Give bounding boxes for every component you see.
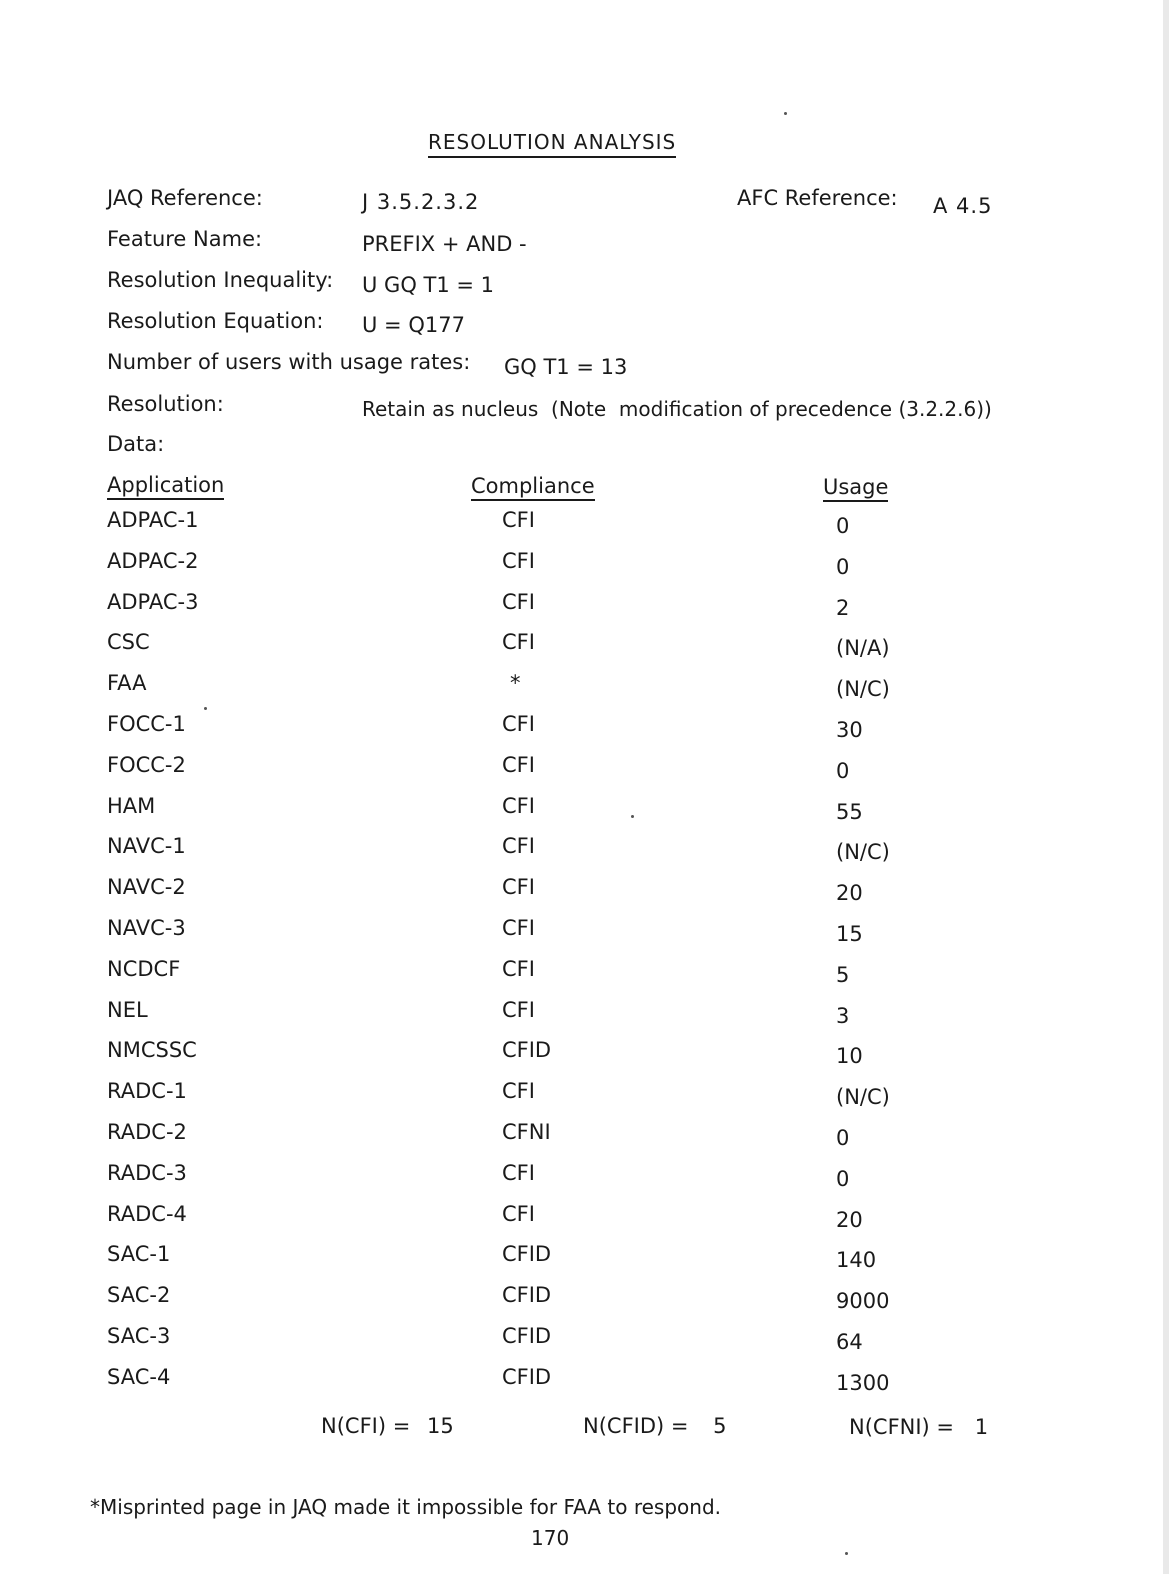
resolution-label: Resolution: [107, 392, 224, 416]
users-with-usage-value: GQ T1 = 13 [504, 355, 628, 379]
usage-cell: 5 [836, 962, 850, 987]
usage-cell: (N/A) [836, 636, 890, 661]
table-row [0, 1324, 1169, 1365]
application-cell: RADC-4 [107, 1201, 187, 1226]
application-cell: SAC-3 [107, 1323, 171, 1348]
total-cfi [321, 1414, 454, 1438]
usage-cell: 140 [836, 1248, 877, 1273]
resolution-value: Retain as nucleus (Note modification of precedence (3.2.2.6)) [362, 397, 992, 421]
usage-cell: 15 [836, 921, 863, 946]
table-row [0, 549, 1169, 590]
usage-cell: 0 [836, 1166, 850, 1191]
compliance-cell: CFID [502, 1038, 552, 1063]
resolution-equation-label: Resolution Equation: [107, 309, 324, 333]
application-cell: CSC [107, 630, 150, 655]
application-cell: NAVC-2 [107, 875, 186, 900]
column-header-usage: Usage [823, 475, 888, 499]
usage-cell: (N/C) [836, 1085, 890, 1110]
resolution-equation-value: U = Q177 [362, 313, 465, 337]
table-row [0, 957, 1169, 998]
compliance-cell: CFID [502, 1323, 552, 1348]
jaq-reference-label: JAQ Reference: [107, 186, 263, 210]
table-row [0, 671, 1169, 712]
application-cell: NAVC-3 [107, 915, 186, 940]
table-row [0, 1120, 1169, 1161]
table-row [0, 590, 1169, 631]
application-cell: ADPAC-1 [107, 508, 199, 532]
page-title: RESOLUTION ANALYSIS [428, 130, 676, 158]
compliance-cell: CFI [502, 915, 535, 940]
total-cfni [849, 1415, 988, 1439]
application-cell: RADC-1 [107, 1079, 187, 1104]
application-cell: ADPAC-2 [107, 548, 199, 573]
table-row [0, 1283, 1169, 1324]
table-row [0, 998, 1169, 1039]
usage-cell: 9000 [836, 1289, 890, 1314]
usage-cell: 10 [836, 1044, 863, 1069]
compliance-cell: CFI [502, 589, 535, 614]
compliance-cell: CFID [502, 1242, 552, 1267]
application-cell: RADC-2 [107, 1119, 187, 1144]
column-header-application: Application [107, 473, 224, 497]
afc-reference-value: A 4.5 [933, 194, 993, 218]
compliance-cell: CFNI [502, 1119, 551, 1144]
application-cell: ADPAC-3 [107, 589, 199, 614]
table-row [0, 916, 1169, 957]
usage-cell: 0 [836, 1125, 850, 1150]
compliance-cell: CFI [502, 711, 535, 736]
compliance-cell: CFI [502, 793, 535, 818]
table-row [0, 875, 1169, 916]
compliance-cell: CFI [502, 875, 535, 900]
data-label: Data: [107, 432, 165, 456]
application-cell: FAA [107, 671, 147, 696]
compliance-cell: CFID [502, 1364, 552, 1389]
application-cell: HAM [107, 793, 156, 818]
application-cell: SAC-1 [107, 1242, 171, 1267]
compliance-cell: CFI [502, 997, 535, 1022]
compliance-cell: CFI [502, 752, 535, 777]
table-row [0, 1365, 1169, 1406]
usage-cell: 2 [836, 595, 850, 620]
table-row [0, 1161, 1169, 1202]
total-cfi-label: N(CFI) = [321, 1414, 411, 1438]
usage-cell: 1300 [836, 1370, 890, 1395]
feature-name-value: PREFIX + AND - [362, 232, 527, 256]
column-header-compliance: Compliance [471, 474, 595, 498]
scan-speck [631, 815, 634, 818]
table-row [0, 508, 1169, 549]
feature-name-label: Feature Name: [107, 227, 263, 251]
table-row [0, 794, 1169, 835]
usage-cell: 0 [836, 514, 850, 538]
total-cfid-label: N(CFID) = [583, 1414, 689, 1438]
application-cell: NCDCF [107, 956, 181, 981]
application-cell: FOCC-1 [107, 711, 186, 736]
scan-speck [204, 707, 207, 710]
total-cfni-value: 1 [974, 1415, 989, 1439]
compliance-cell: CFI [502, 1201, 535, 1226]
usage-cell: (N/C) [836, 840, 890, 865]
usage-cell: 20 [836, 1207, 863, 1232]
resolution-inequality-value: U GQ T1 = 1 [362, 273, 495, 297]
resolution-inequality-label: Resolution Inequality: [107, 268, 334, 292]
usage-cell: 0 [836, 758, 850, 783]
compliance-cell: CFI [502, 630, 535, 655]
table-row [0, 712, 1169, 753]
compliance-cell: CFID [502, 1283, 552, 1308]
application-cell: NAVC-1 [107, 834, 186, 859]
total-cfid [583, 1414, 727, 1438]
compliance-cell: CFI [502, 548, 535, 573]
compliance-cell: * [510, 671, 521, 696]
application-cell: RADC-3 [107, 1160, 187, 1185]
scan-speck [784, 112, 787, 115]
table-row [0, 630, 1169, 671]
application-cell: SAC-2 [107, 1283, 171, 1308]
total-cfni-label: N(CFNI) = [849, 1415, 955, 1439]
jaq-reference-value: J 3.5.2.3.2 [362, 190, 480, 214]
usage-cell: (N/C) [836, 677, 890, 702]
application-cell: SAC-4 [107, 1364, 171, 1389]
usage-cell: 55 [836, 799, 863, 824]
compliance-cell: CFI [502, 508, 535, 532]
application-cell: NEL [107, 997, 148, 1022]
table-row [0, 1202, 1169, 1243]
application-cell: FOCC-2 [107, 752, 186, 777]
usage-cell: 0 [836, 554, 850, 579]
table-row [0, 1079, 1169, 1120]
table-row [0, 834, 1169, 875]
page-number: 170 [531, 1526, 570, 1550]
usage-cell: 20 [836, 881, 863, 906]
usage-cell: 3 [836, 1003, 850, 1028]
compliance-cell: CFI [502, 1079, 535, 1104]
total-cfid-value: 5 [713, 1414, 727, 1438]
compliance-cell: CFI [502, 956, 535, 981]
users-with-usage-label: Number of users with usage rates: [107, 350, 471, 374]
table-row [0, 753, 1169, 794]
compliance-cell: CFI [502, 1160, 535, 1185]
total-cfi-value: 15 [427, 1414, 454, 1438]
usage-cell: 30 [836, 717, 863, 742]
table-row [0, 1242, 1169, 1283]
footnote: *Misprinted page in JAQ made it impossible for FAA to respond. [90, 1495, 721, 1519]
usage-cell: 64 [836, 1329, 863, 1354]
application-cell: NMCSSC [107, 1038, 197, 1063]
compliance-cell: CFI [502, 834, 535, 859]
table-row [0, 1038, 1169, 1079]
scan-speck [845, 1552, 848, 1555]
afc-reference-label: AFC Reference: [737, 186, 898, 210]
data-table [0, 508, 1169, 1406]
